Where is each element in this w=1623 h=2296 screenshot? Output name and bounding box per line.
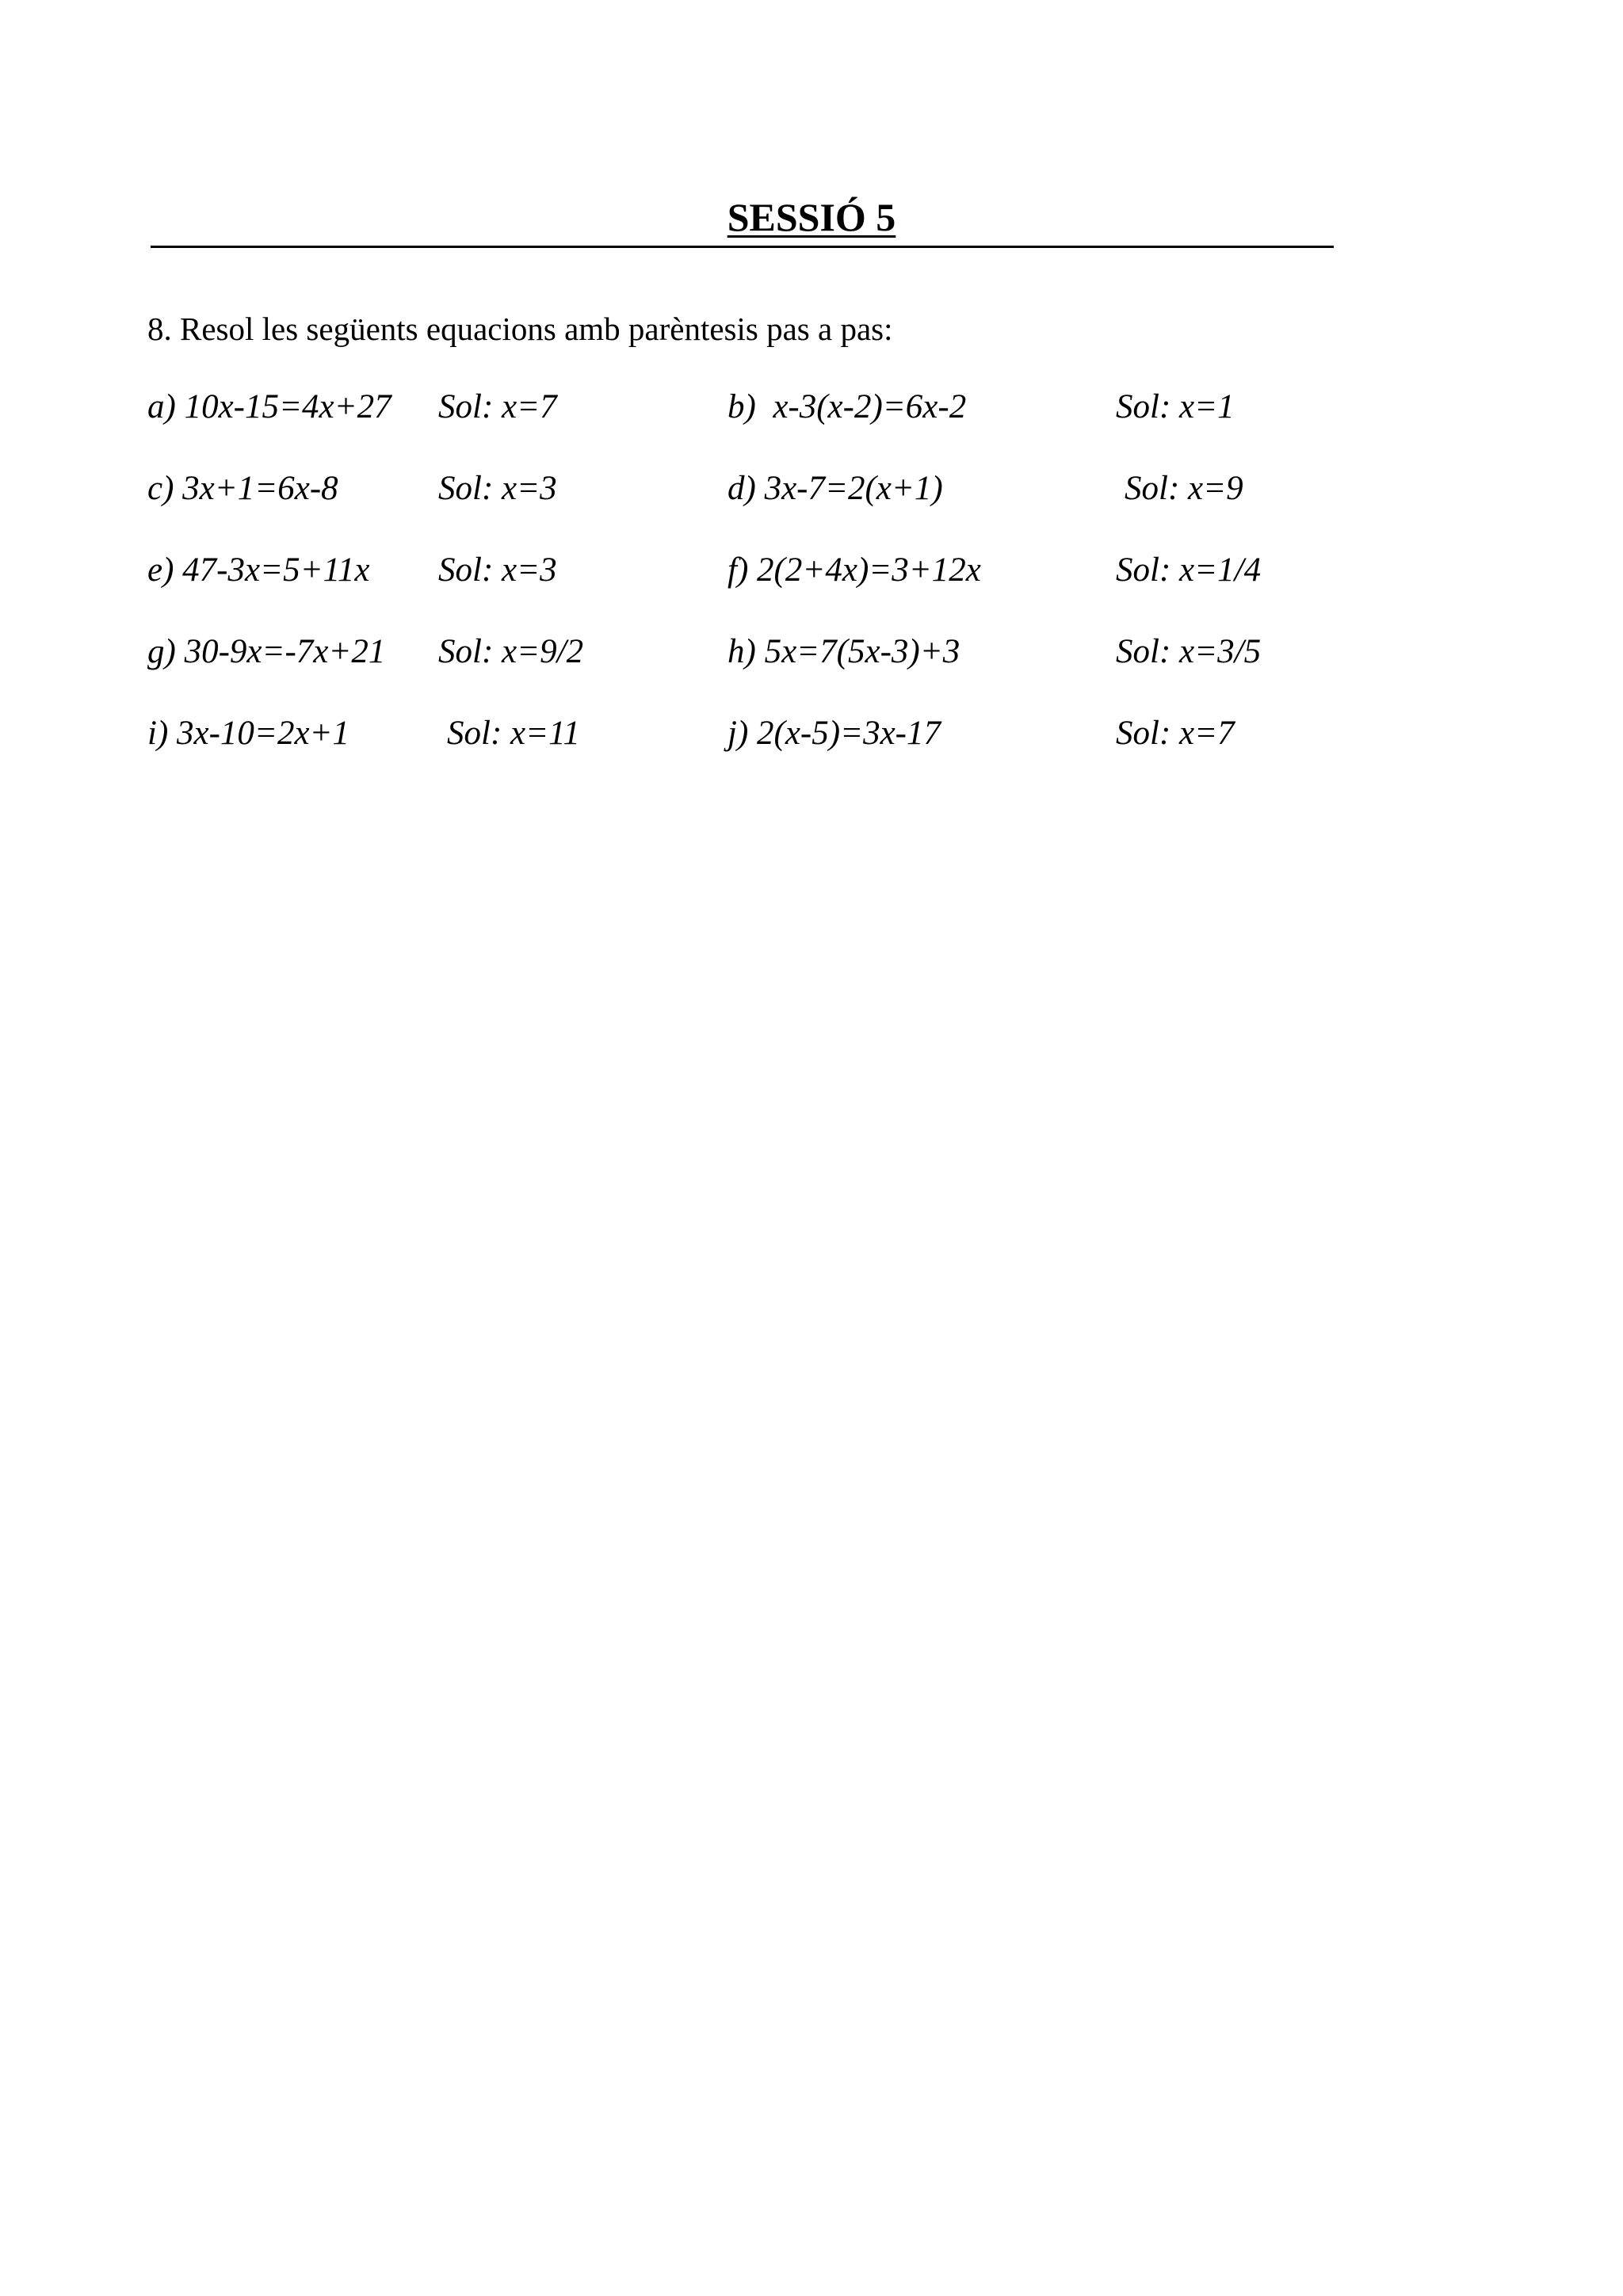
page-title: SESSIÓ 5 [727, 195, 896, 239]
equation-e: e) 47-3x=5+11x [147, 551, 370, 589]
exercise-row [0, 547, 1623, 594]
equation-f: f) 2(2+4x)=3+12x [727, 551, 981, 589]
exercise-row [0, 710, 1623, 757]
equation-g: g) 30-9x=-7x+21 [147, 633, 386, 670]
solution-g: Sol: x=9/2 [438, 633, 584, 670]
equation-d: d) 3x-7=2(x+1) [727, 470, 943, 507]
exercise-instruction: 8. Resol les següents equacions amb parèntesis pas a pas: [147, 311, 893, 347]
equation-h: h) 5x=7(5x-3)+3 [727, 633, 960, 670]
equation-i: i) 3x-10=2x+1 [147, 715, 350, 752]
solution-j: Sol: x=7 [1116, 715, 1235, 752]
equation-c: c) 3x+1=6x-8 [147, 470, 338, 507]
exercise-row [0, 465, 1623, 513]
solution-d: Sol: x=9 [1125, 470, 1243, 507]
equation-a: a) 10x-15=4x+27 [147, 388, 391, 425]
solution-f: Sol: x=1/4 [1116, 551, 1262, 589]
solution-e: Sol: x=3 [438, 551, 557, 589]
title-divider [151, 246, 1334, 248]
equation-j: j) 2(x-5)=3x-17 [727, 715, 941, 752]
solution-c: Sol: x=3 [438, 470, 557, 507]
exercise-row [0, 628, 1623, 676]
solution-h: Sol: x=3/5 [1116, 633, 1262, 670]
equation-b: b) x-3(x-2)=6x-2 [727, 388, 967, 425]
solution-b: Sol: x=1 [1116, 388, 1235, 425]
solution-i: Sol: x=11 [447, 715, 580, 752]
solution-a: Sol: x=7 [438, 388, 557, 425]
exercise-row [0, 383, 1623, 431]
